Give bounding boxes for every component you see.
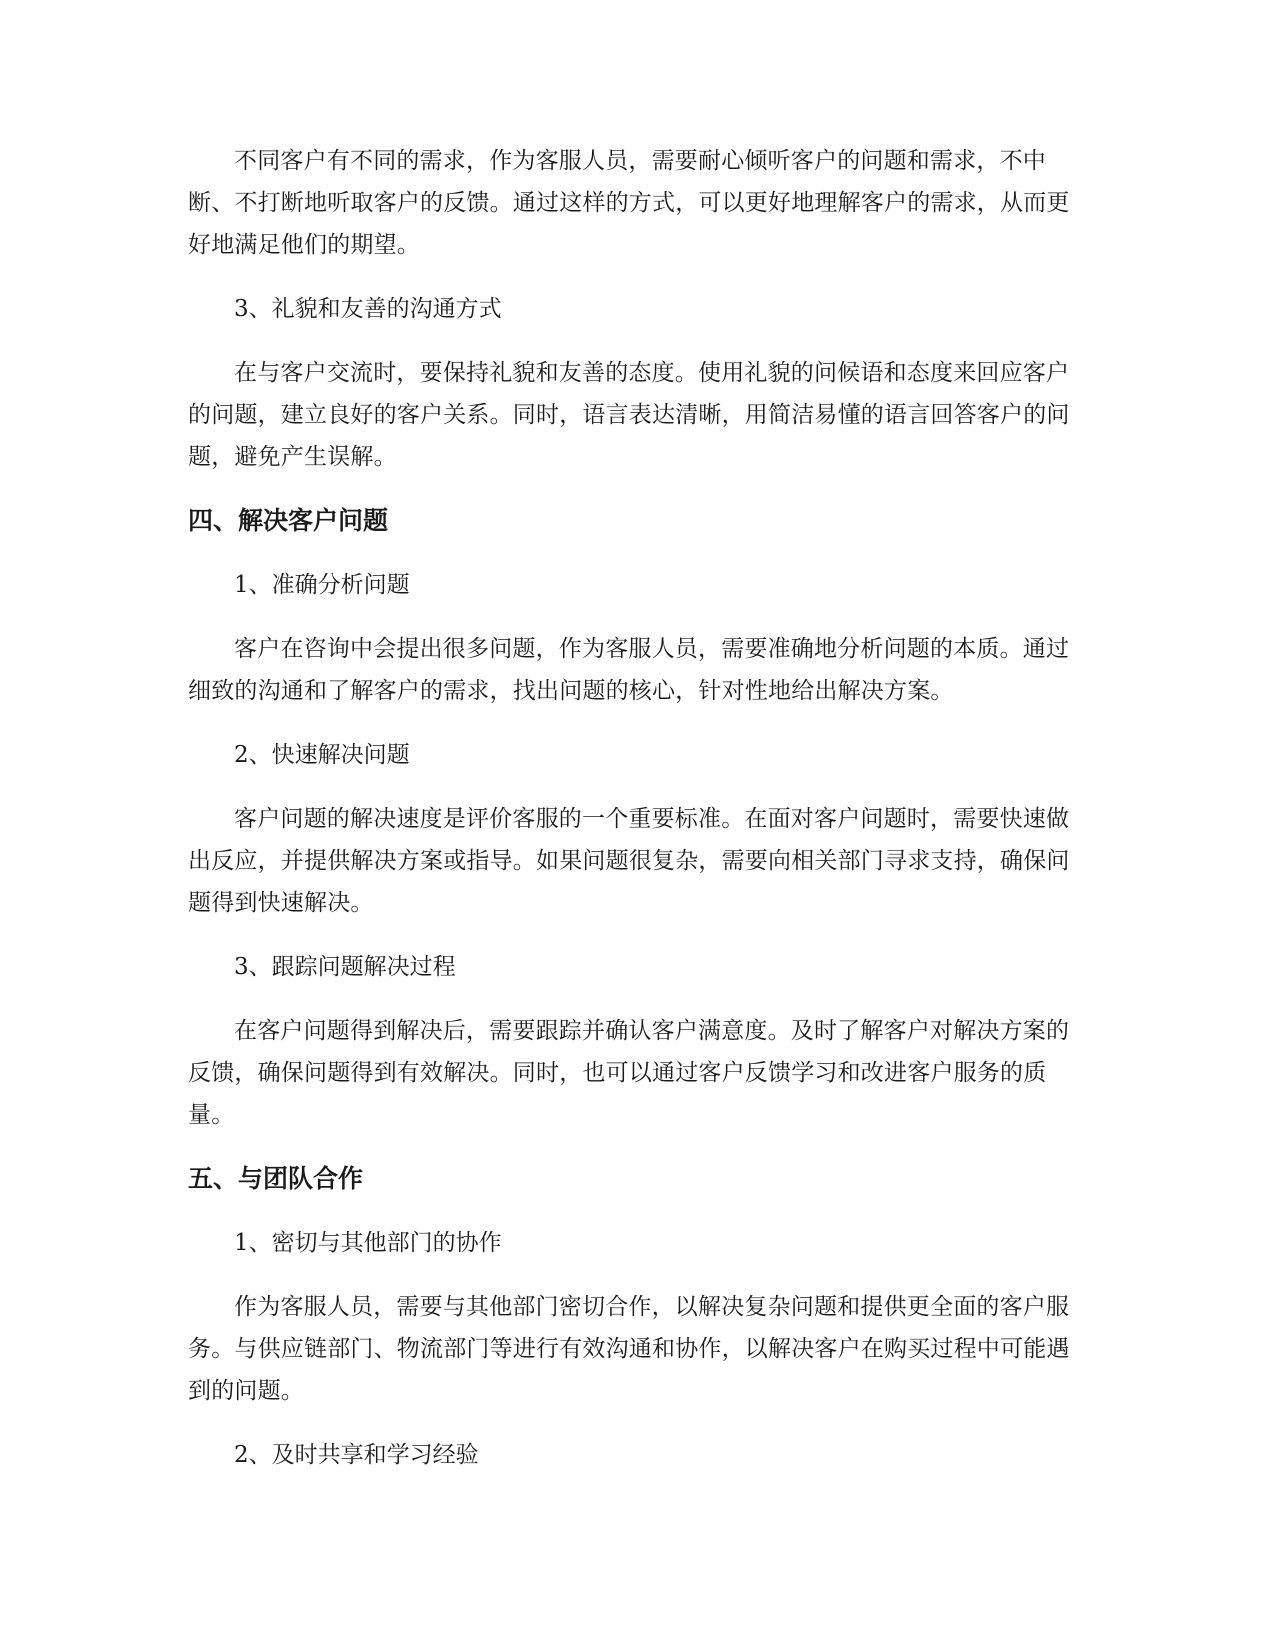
paragraph: 在与客户交流时，要保持礼貌和友善的态度。使用礼貌的问候语和态度来回应客户的问题，建立良好的客户关系。同时，语言表达清晰，用简洁易懂的语言回答客户的问题，避免产生误解。	[188, 360, 1070, 470]
subsection-title: 1、密切与其他部门的协作	[234, 1230, 502, 1256]
document-page	[188, 140, 1088, 1498]
paragraph: 客户问题的解决速度是评价客服的一个重要标准。在面对客户问题时，需要快速做出反应，并提供解决方案或指导。如果问题很复杂，需要向相关部门寻求支持，确保问题得到快速解决。	[188, 806, 1070, 916]
subsection-title: 1、准确分析问题	[234, 572, 410, 598]
paragraph: 作为客服人员，需要与其他部门密切合作，以解决复杂问题和提供更全面的客户服务。与供应链部门、物流部门等进行有效沟通和协作，以解决客户在购买过程中可能遇到的问题。	[188, 1294, 1070, 1404]
paragraph: 在客户问题得到解决后，需要跟踪并确认客户满意度。及时了解客户对解决方案的反馈，确保问题得到有效解决。同时，也可以通过客户反馈学习和改进客户服务的质量。	[188, 1018, 1070, 1128]
subsection-title: 3、礼貌和友善的沟通方式	[234, 296, 502, 322]
subsection-title: 2、快速解决问题	[234, 742, 410, 768]
subsection-title: 2、及时共享和学习经验	[234, 1442, 479, 1468]
paragraph: 客户在咨询中会提出很多问题，作为客服人员，需要准确地分析问题的本质。通过细致的沟通和了解客户的需求，找出问题的核心，针对性地给出解决方案。	[188, 636, 1070, 704]
paragraph: 不同客户有不同的需求，作为客服人员，需要耐心倾听客户的问题和需求，不中断、不打断地听取客户的反馈。通过这样的方式，可以更好地理解客户的需求，从而更好地满足他们的期望。	[188, 148, 1070, 258]
section-heading: 五、与团队合作	[188, 1164, 364, 1193]
section-heading: 四、解决客户问题	[188, 506, 389, 535]
subsection-title: 3、跟踪问题解决过程	[234, 954, 456, 980]
